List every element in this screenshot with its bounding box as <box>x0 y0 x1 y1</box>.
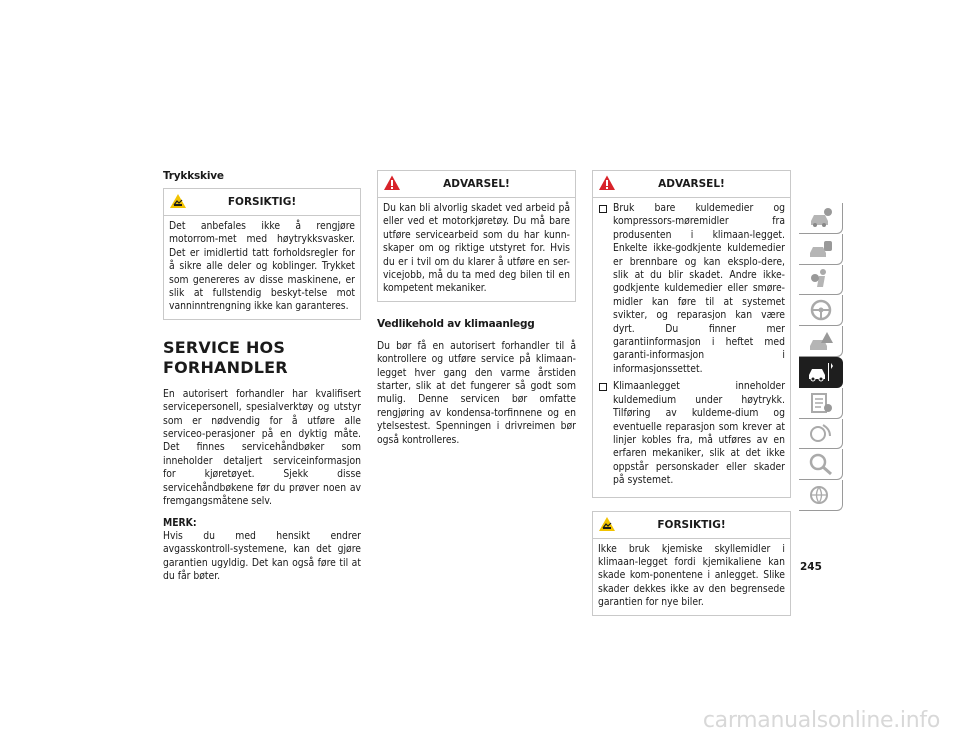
specifications-list-icon <box>808 391 834 415</box>
tab-technical-specifications[interactable] <box>799 388 843 419</box>
subheading-ac-maintenance: Vedlikehold av klimaanlegg <box>377 317 535 330</box>
note-label: MERK: <box>163 516 197 529</box>
car-service-tools-icon <box>808 360 834 384</box>
column-left <box>163 170 361 584</box>
warning-box-header <box>378 171 575 198</box>
car-info-icon <box>808 206 834 230</box>
list-item: Bruk bare kuldemedier og kompressors-møremidler fra produsenten i klimaan-legget. Enkelte ikke-godkjente kuldemedier er brennbare og kan eksplo-dere, slik at du blir skadet. Andre ikke-godkjente kuldemedier eller smøre-midler kan føre til at systemet svikter, og reparasjon kan være dyrt. Du finner mer garantiinformasjon i heftet med garanti-informasjon i informasjonssettet. <box>598 202 785 376</box>
car-warning-icon <box>808 329 834 353</box>
warning-box-refrigerant <box>592 170 791 498</box>
note-text: Hvis du med hensikt endrer avgasskontroll-systemene, kan det gjøre garantien ugyldig. Det kan også føre til at du får bøter. <box>163 529 361 583</box>
warning-box <box>377 170 576 302</box>
caution-icon <box>598 515 616 533</box>
tab-languages[interactable] <box>799 480 843 511</box>
tab-index[interactable] <box>799 449 843 480</box>
caution-box <box>163 188 361 320</box>
warning-list <box>598 202 785 488</box>
list-item: Klimaanlegget inneholder kuldemedium under høytrykk. Tilføring av kuldeme-dium og eventuelle reparasjon som krever at linjer kobles fra, må utføres av en erfaren mekaniker, slik at det ikke oppstår personskader eller skader på systemet. <box>598 380 785 487</box>
subheading-pressure-washer: Trykkskive <box>163 170 224 182</box>
tab-starting-driving[interactable] <box>799 295 843 326</box>
watermark: carmanualsonline.info <box>702 708 940 733</box>
caution-icon <box>169 192 187 210</box>
tab-getting-started[interactable] <box>799 234 843 265</box>
section-title-dealer-service: SERVICE HOS FORHANDLER <box>163 337 288 377</box>
caution-box-header <box>164 189 360 216</box>
page-number: 245 <box>800 561 822 573</box>
warning-list-body <box>593 198 790 497</box>
tab-servicing-maintenance[interactable] <box>799 357 843 388</box>
languages-icon <box>808 483 834 507</box>
caution-title: FORSIKTIG! <box>657 518 726 531</box>
caution-text: Ikke bruk kjemiske skyllemidler i klimaan-legget fordi kjemikaliene kan skade kom-ponentene i anlegget. Slike skader dekkes ikke av den begrensede garantien for nye biler. <box>598 542 785 609</box>
dealer-service-paragraph: En autorisert forhandler har kvalifisert servicepersonell, spesialverktøy og utstyr som er nødvendig for å utføre alle serviceo-perasjoner på en dyktig måte. Det finnes servicehåndbøker som inneholder detaljert serviceinformasjon for kjøretøyet. Sjekk disse servicehåndbøkene før du prøver noen av fremgangsmåtene selv. <box>163 387 361 508</box>
steering-wheel-icon <box>808 298 834 322</box>
warning-icon <box>383 174 401 192</box>
warning-text: Du kan bli alvorlig skadet ved arbeid på eller ved et motorkjøretøy. Du må bare utføre servicearbeid som du har kunn-skaper om og riktige utstyret for. Hvis du er i tvil om du klarer å utføre en ser-vicejobb, må du ta med deg bilen til en kompetent mekaniker. <box>383 202 570 295</box>
caution-box-header <box>593 512 790 539</box>
warning-icon <box>598 174 616 192</box>
caution-title: FORSIKTIG! <box>227 196 297 208</box>
warning-box-header <box>593 171 790 198</box>
car-key-icon <box>808 237 834 261</box>
column-right <box>592 170 791 616</box>
car-multimedia-icon <box>808 421 834 445</box>
square-bullet-icon <box>599 383 607 391</box>
tab-getting-to-know[interactable] <box>799 203 843 234</box>
caution-box-flushing <box>592 511 791 616</box>
magnifier-index-icon <box>808 452 834 476</box>
square-bullet-icon <box>599 205 607 213</box>
tab-in-case-of-emergency[interactable] <box>799 326 843 357</box>
tab-multimedia[interactable] <box>799 419 843 450</box>
chapter-tabs <box>799 203 843 511</box>
airbag-seat-icon <box>808 267 834 291</box>
warning-title: ADVARSEL! <box>443 178 510 190</box>
caution-text: Det anbefales ikke å rengjøre motorrom-met med høytrykksvasker. Det er imidlertid tatt forholdsregler for å sikre alle deler og koblinger. Trykket som genereres av disse maskinene, er slik at fullstendig beskyt-telse mot vanninntrengning ikke kan garanteres. <box>169 220 355 313</box>
tab-safety[interactable] <box>799 265 843 296</box>
column-middle <box>377 170 576 447</box>
ac-maintenance-paragraph: Du bør få en autorisert forhandler til å kontrollere og utføre service på klimaan-legget hver gang den varme årstiden starter, slik at det fungerer så godt som mulig. Denne servicen bør omfatte rengjøring av kondensa-torfinnene og en ytelsestest. Spenningen i drivreimen bør også kontrolleres. <box>377 339 576 446</box>
warning-title: ADVARSEL! <box>658 178 725 190</box>
